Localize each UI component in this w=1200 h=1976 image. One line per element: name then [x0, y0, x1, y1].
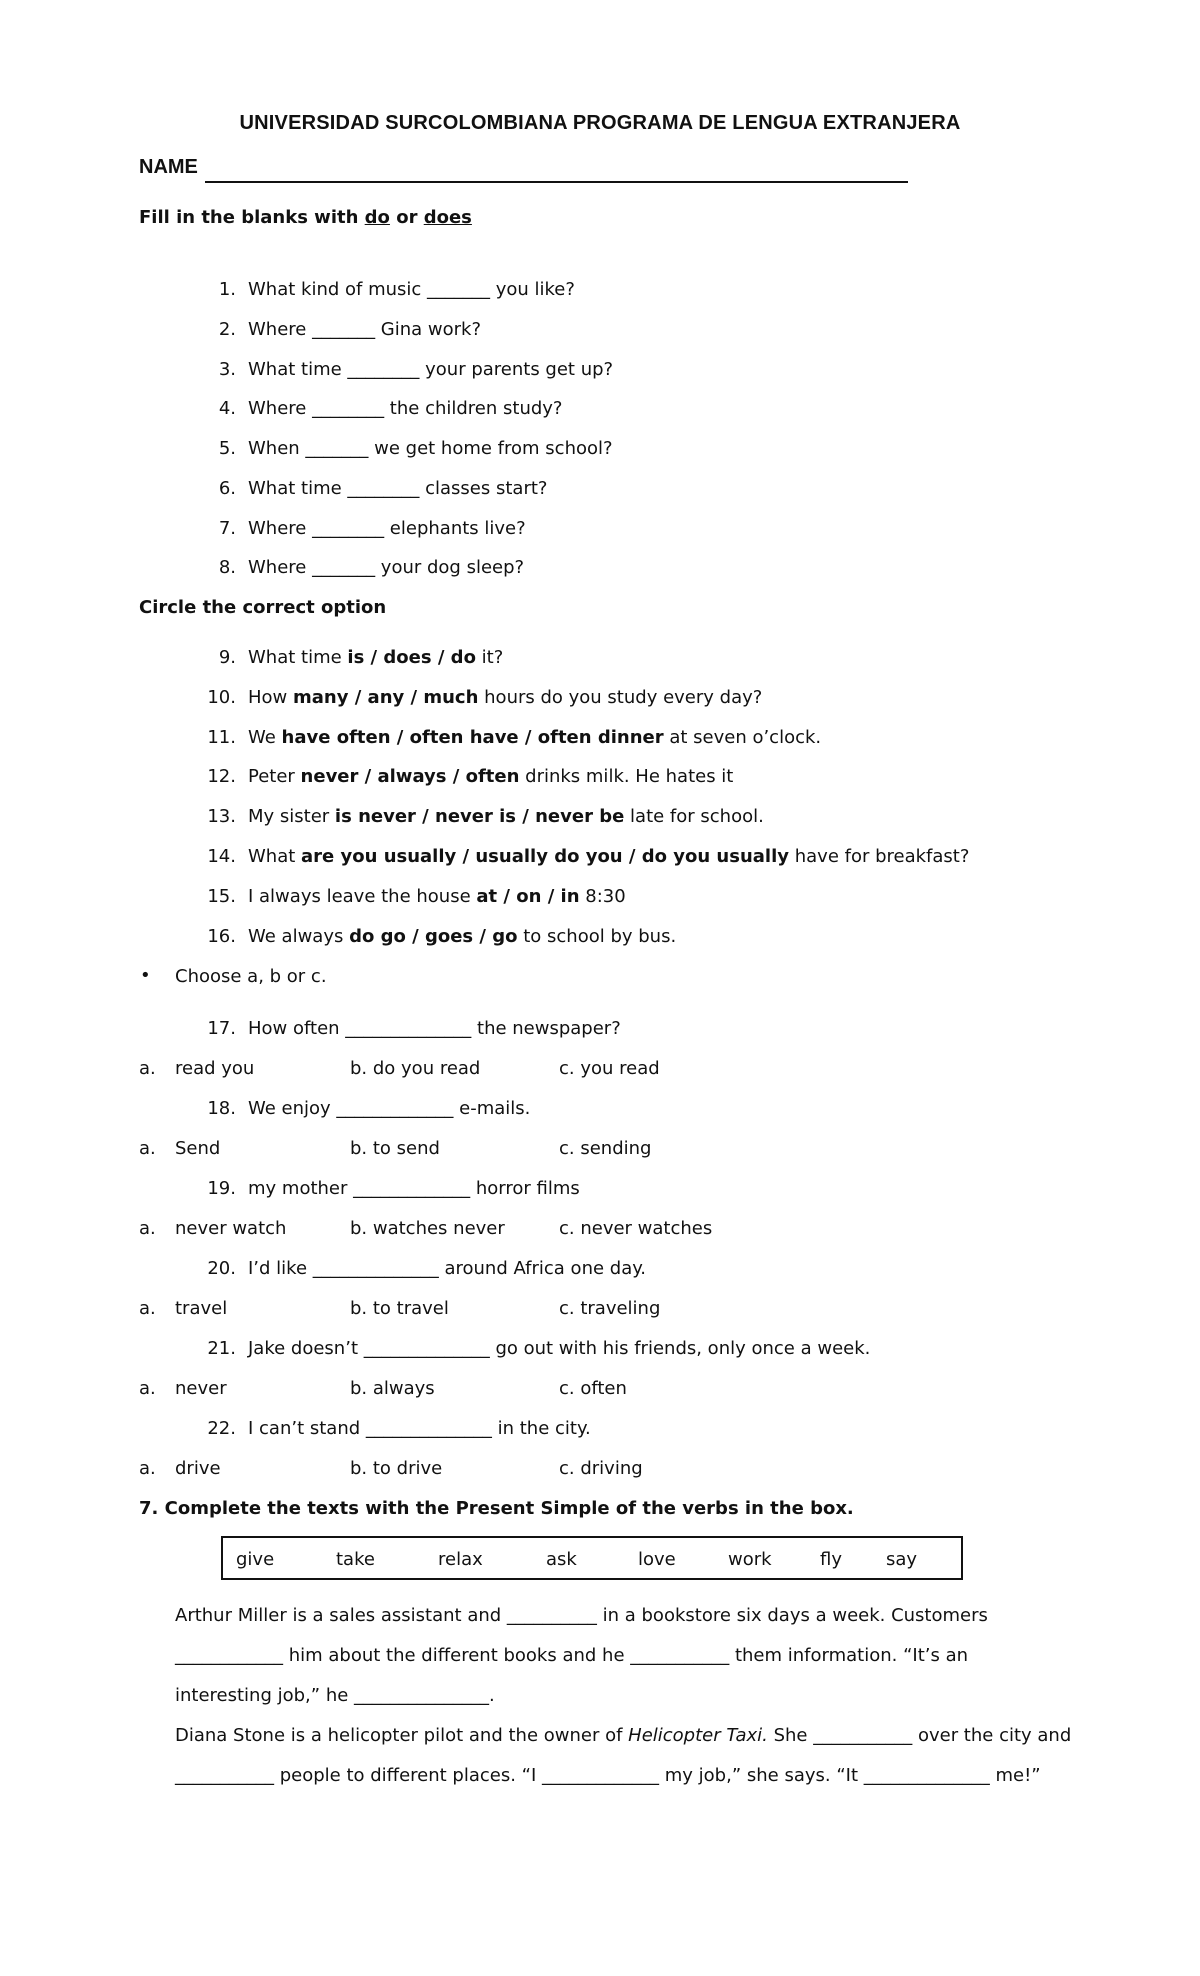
question-16: 16. We always do go / goes / go to school by bus. — [207, 926, 677, 947]
question-4: 4. Where ________ the children study? — [218, 398, 563, 419]
text-line-5: ___________ people to different places. “I _____________ my job,” she says. “It ______________ me!” — [175, 1765, 1041, 1786]
option-22-a: a. drive — [139, 1458, 221, 1479]
question-2: 2. Where _______ Gina work? — [218, 319, 482, 340]
question-10: 10. How many / any / much hours do you study every day? — [207, 687, 763, 708]
option-21-a: a. never — [139, 1378, 227, 1399]
text-line-4: Diana Stone is a helicopter pilot and the owner of Helicopter Taxi. She ___________ over the city and — [175, 1725, 1072, 1746]
question-20: 20. I’d like ______________ around Africa one day. — [207, 1258, 647, 1279]
helicopter-taxi-name: Helicopter Taxi. — [628, 1725, 768, 1746]
option-21-c: c. often — [559, 1378, 627, 1399]
question-1: 1. What kind of music _______ you like? — [218, 279, 575, 300]
word-fly: fly — [820, 1549, 842, 1570]
option-19-c: c. never watches — [559, 1218, 713, 1239]
option-20-c: c. traveling — [559, 1298, 661, 1319]
section3-instructions: Choose a, b or c. — [175, 966, 327, 987]
text-line-3: interesting job,” he _______________. — [175, 1685, 495, 1706]
word-work: work — [728, 1549, 772, 1570]
question-15: 15. I always leave the house at / on / in 8:30 — [207, 886, 626, 907]
name-label: NAME — [139, 156, 198, 178]
word-give: give — [236, 1549, 275, 1570]
question-22: 22. I can’t stand ______________ in the city. — [207, 1418, 591, 1439]
word-love: love — [638, 1549, 676, 1570]
option-18-c: c. sending — [559, 1138, 652, 1159]
word-relax: relax — [438, 1549, 483, 1570]
option-18-a: a. Send — [139, 1138, 221, 1159]
section1-instructions: Fill in the blanks with do or does — [139, 207, 472, 228]
question-18: 18. We enjoy _____________ e-mails. — [207, 1098, 531, 1119]
option-17-a: a. read you — [139, 1058, 255, 1079]
question-19: 19. my mother _____________ horror films — [207, 1178, 580, 1199]
question-21: 21. Jake doesn’t ______________ go out with his friends, only once a week. — [207, 1338, 871, 1359]
bullet-icon: • — [140, 965, 151, 986]
question-3: 3. What time ________ your parents get up? — [218, 359, 614, 380]
question-11: 11. We have often / often have / often dinner at seven o’clock. — [207, 727, 822, 748]
option-19-a: a. never watch — [139, 1218, 287, 1239]
option-21-b: b. always — [350, 1378, 435, 1399]
section4-instructions: 7. Complete the texts with the Present Simple of the verbs in the box. — [139, 1498, 854, 1519]
option-20-b: b. to travel — [350, 1298, 449, 1319]
question-7: 7. Where ________ elephants live? — [218, 518, 526, 539]
question-12: 12. Peter never / always / often drinks milk. He hates it — [207, 766, 734, 787]
question-13: 13. My sister is never / never is / never be late for school. — [207, 806, 764, 827]
page-title: UNIVERSIDAD SURCOLOMBIANA PROGRAMA DE LENGUA EXTRANJERA — [239, 112, 961, 134]
question-14: 14. What are you usually / usually do you / do you usually have for breakfast? — [207, 846, 970, 867]
question-6: 6. What time ________ classes start? — [218, 478, 548, 499]
word-ask: ask — [546, 1549, 577, 1570]
verb-word-box — [221, 1536, 963, 1580]
question-5: 5. When _______ we get home from school? — [218, 438, 613, 459]
option-17-b: b. do you read — [350, 1058, 481, 1079]
question-17: 17. How often ______________ the newspaper? — [207, 1018, 621, 1039]
question-9: 9. What time is / does / do it? — [218, 647, 504, 668]
option-19-b: b. watches never — [350, 1218, 505, 1239]
option-18-b: b. to send — [350, 1138, 440, 1159]
text-line-1: Arthur Miller is a sales assistant and __________ in a bookstore six days a week. Customers — [175, 1605, 988, 1626]
text-line-2: ____________ him about the different books and he ___________ them information. “It’s an — [175, 1645, 969, 1666]
option-22-b: b. to drive — [350, 1458, 443, 1479]
name-input-line[interactable] — [205, 181, 908, 183]
section2-instructions: Circle the correct option — [139, 597, 387, 618]
option-20-a: a. travel — [139, 1298, 228, 1319]
word-take: take — [336, 1549, 375, 1570]
question-8: 8. Where _______ your dog sleep? — [218, 557, 525, 578]
option-22-c: c. driving — [559, 1458, 643, 1479]
word-say: say — [886, 1549, 918, 1570]
option-17-c: c. you read — [559, 1058, 660, 1079]
